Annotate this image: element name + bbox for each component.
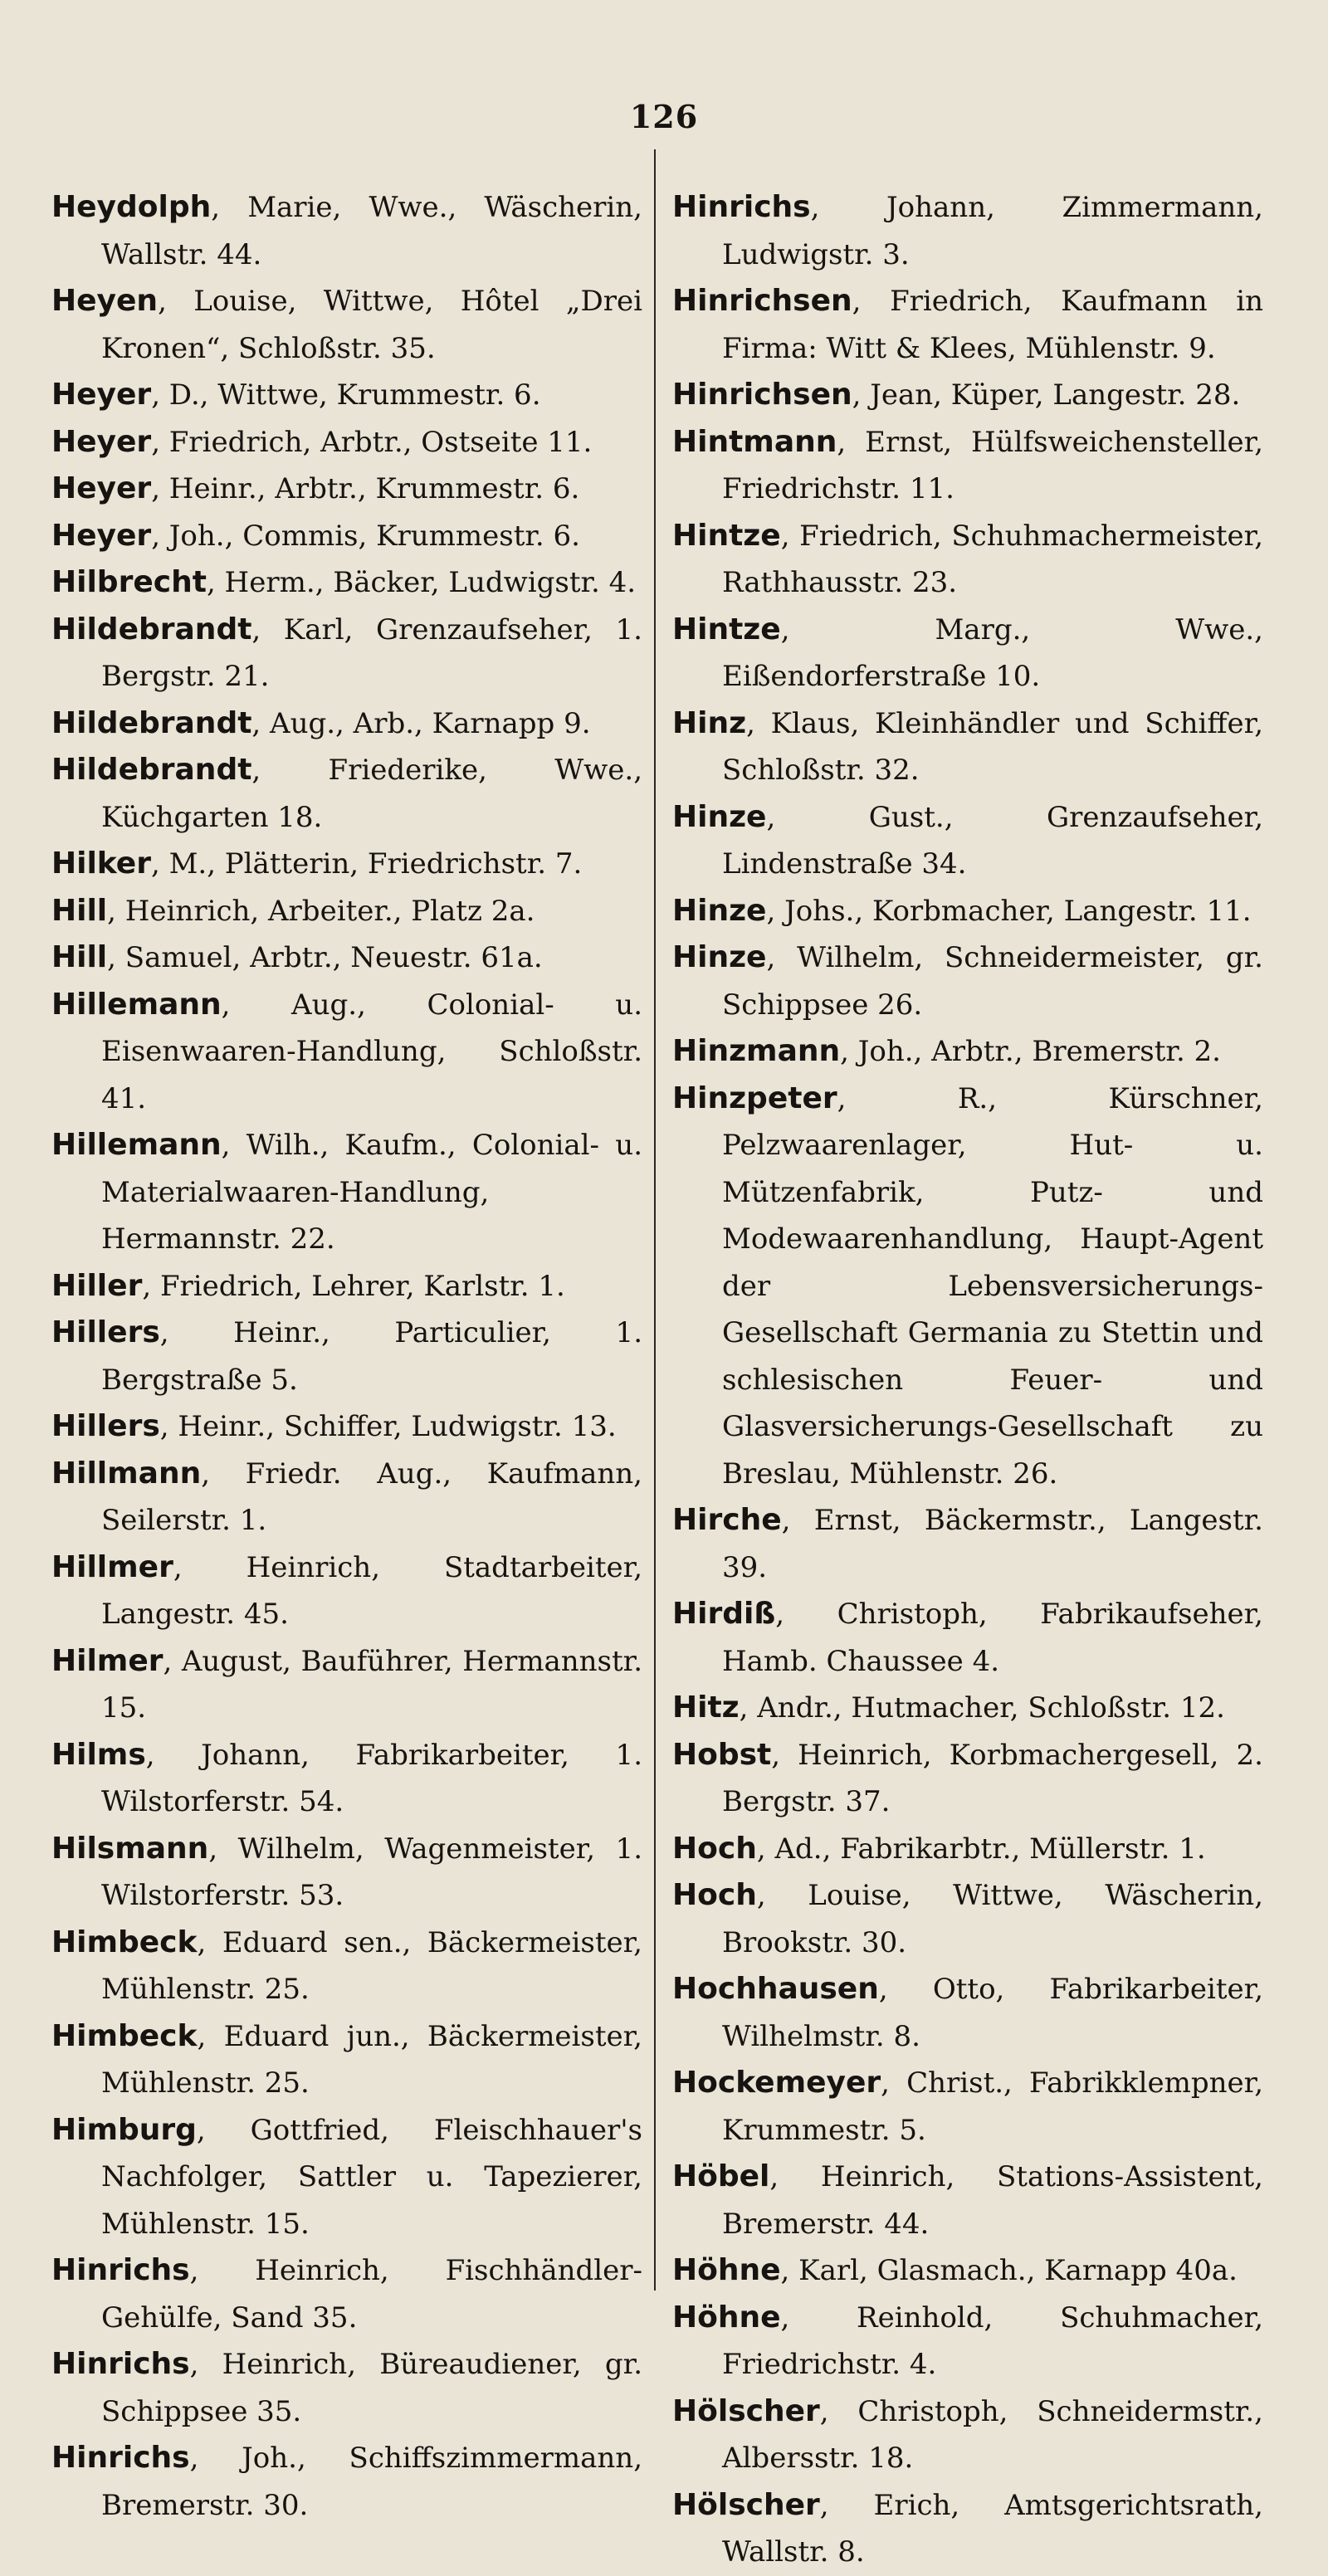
directory-entry — [672, 2482, 1263, 2576]
directory-entry — [51, 1638, 642, 1732]
entry-surname: Hirche — [672, 1503, 782, 1537]
entry-surname: Himbeck — [51, 1925, 198, 1959]
directory-entry — [672, 278, 1263, 372]
entry-surname: Hinrichsen — [672, 284, 852, 318]
directory-entry — [51, 1263, 642, 1310]
entry-surname: Hochhausen — [672, 1972, 879, 2006]
entry-details: , Heinrich, Arbeiter., Platz 2a. — [107, 894, 535, 928]
entry-details: , Marie, Wwe., Wäscherin, Wallstr. 44. — [101, 191, 642, 271]
entry-details: , Aug., Arb., Karnapp 9. — [251, 706, 591, 740]
entry-details: , Johann, Zimmermann, Ludwigstr. 3. — [722, 191, 1263, 271]
entry-surname: Hinze — [672, 940, 767, 974]
entry-surname: Hinrichs — [51, 2347, 190, 2381]
entry-surname: Hinrichs — [51, 2253, 190, 2287]
entry-surname: Hillemann — [51, 987, 222, 1022]
entry-surname: Hildebrandt — [51, 705, 252, 740]
entry-details: , Wilhelm, Wagenmeister, 1. Wilstorferstr. 53. — [101, 1832, 642, 1912]
directory-entry — [51, 278, 642, 372]
entry-details: , Friederike, Wwe., Küchgarten 18. — [101, 754, 642, 834]
entry-surname: Hintze — [672, 518, 781, 553]
entry-details: , Ernst, Hülfsweichensteller, Friedrichstr. 11. — [722, 425, 1263, 505]
entry-details: , Jean, Küper, Langestr. 28. — [852, 378, 1241, 412]
entry-surname: Hölscher — [672, 2487, 820, 2522]
entry-details: , Ad., Fabrikarbtr., Müllerstr. 1. — [756, 1832, 1206, 1866]
entry-details: , Karl, Glasmach., Karnapp 40a. — [780, 2254, 1238, 2287]
entry-surname: Hintze — [672, 612, 781, 646]
entry-details: , Friedr. Aug., Kaufmann, Seilerstr. 1. — [101, 1456, 642, 1537]
entry-surname: Hillmer — [51, 1549, 173, 1584]
entry-surname: Heyer — [51, 378, 152, 412]
directory-entry — [51, 1732, 642, 1826]
entry-details: , Heinrich, Stations-Assistent, Bremerstr. 44. — [722, 2160, 1263, 2241]
entry-details: , Johs., Korbmacher, Langestr. 11. — [766, 894, 1252, 928]
directory-entry — [51, 2247, 642, 2341]
entry-surname: Heyer — [51, 471, 152, 505]
entry-details: , Heinr., Arbtr., Krummestr. 6. — [151, 472, 580, 505]
entry-surname: Heyer — [51, 424, 152, 459]
entry-details: , Friedrich, Kaufmann in Firma: Witt & Klees, Mühlenstr. 9. — [722, 285, 1263, 365]
directory-entry — [51, 841, 642, 888]
entry-details: , Karl, Grenzaufseher, 1. Bergstr. 21. — [101, 612, 642, 693]
directory-entry — [672, 2295, 1263, 2388]
entry-surname: Hintmann — [672, 424, 837, 459]
entry-details: , Herm., Bäcker, Ludwigstr. 4. — [206, 566, 637, 599]
entry-details: , Heinrich, Korbmachergesell, 2. Bergstr. 37. — [722, 1738, 1263, 1818]
directory-entry — [51, 1920, 642, 2013]
entry-surname: Hildebrandt — [51, 612, 252, 646]
entry-details: , Gottfried, Fleischhauer's Nachfolger, Sattler u. Tapezierer, Mühlenstr. 15. — [101, 2113, 642, 2241]
entry-details: , Ernst, Bäckermstr., Langestr. 39. — [722, 1504, 1263, 1584]
entry-details: , August, Bauführer, Hermannstr. 15. — [101, 1644, 642, 1725]
entry-details: , Eduard jun., Bäckermeister, Mühlenstr. 25. — [101, 2019, 642, 2100]
entry-details: , Joh., Arbtr., Bremerstr. 2. — [840, 1035, 1221, 1068]
entry-surname: Hinzpeter — [672, 1081, 837, 1115]
directory-entry — [51, 2013, 642, 2107]
directory-entry — [51, 1544, 642, 1638]
entry-surname: Hiller — [51, 1268, 143, 1303]
directory-entry — [51, 372, 642, 419]
directory-entry — [51, 888, 642, 935]
directory-entry — [672, 700, 1263, 794]
directory-entry — [672, 2060, 1263, 2154]
entry-surname: Himbeck — [51, 2018, 198, 2053]
entry-surname: Hill — [51, 940, 108, 974]
entry-details: , Klaus, Kleinhändler und Schiffer, Schloßstr. 32. — [722, 706, 1263, 787]
entry-surname: Hilbrecht — [51, 565, 207, 599]
entry-details: , Friedrich, Lehrer, Karlstr. 1. — [142, 1269, 565, 1303]
directory-entry — [51, 2435, 642, 2529]
directory-entry — [51, 1310, 642, 1403]
directory-entry — [672, 1028, 1263, 1076]
entry-surname: Hillers — [51, 1315, 160, 1349]
entry-surname: Hilms — [51, 1737, 146, 1772]
entry-surname: Höbel — [672, 2159, 770, 2193]
directory-entry — [672, 1076, 1263, 1498]
entry-details: , Friedrich, Schuhmachermeister, Rathhausstr. 23. — [722, 519, 1263, 599]
entry-surname: Hill — [51, 893, 108, 928]
left-column — [51, 184, 642, 2529]
entry-details: , Heinr., Schiffer, Ludwigstr. 13. — [159, 1410, 617, 1443]
directory-entry — [51, 934, 642, 982]
directory-entry — [672, 513, 1263, 607]
right-column — [672, 184, 1263, 2576]
directory-entry — [51, 1826, 642, 1920]
entry-surname: Hilsmann — [51, 1831, 209, 1866]
column-divider — [654, 149, 656, 2291]
directory-entry — [51, 1122, 642, 1263]
directory-entry — [672, 2247, 1263, 2295]
entry-details: , Christoph, Fabrikaufseher, Hamb. Chaussee 4. — [722, 1598, 1263, 1678]
entry-surname: Höhne — [672, 2300, 781, 2334]
entry-details: , M., Plätterin, Friedrichstr. 7. — [150, 847, 583, 881]
directory-entry — [51, 1403, 642, 1451]
entry-surname: Heydolph — [51, 190, 212, 224]
directory-entry — [672, 184, 1263, 278]
directory-entry — [672, 888, 1263, 935]
directory-entry — [672, 1732, 1263, 1826]
entry-surname: Hillmann — [51, 1456, 202, 1490]
entry-details: , Marg., Wwe., Eißendorferstraße 10. — [722, 612, 1263, 693]
entry-surname: Hinze — [672, 893, 767, 928]
entry-surname: Himburg — [51, 2112, 197, 2147]
entry-surname: Hobst — [672, 1737, 772, 1772]
entry-surname: Hilmer — [51, 1643, 164, 1678]
entry-details: , Eduard sen., Bäckermeister, Mühlenstr. 25. — [101, 1925, 642, 2006]
entry-details: , Heinrich, Stadtarbeiter, Langestr. 45. — [101, 1550, 642, 1631]
entry-details: , Heinrich, Büreaudiener, gr. Schippsee 35. — [101, 2348, 642, 2428]
directory-entry — [51, 982, 642, 1123]
entry-surname: Hinrichs — [51, 2441, 190, 2475]
directory-entry — [672, 1872, 1263, 1966]
entry-details: , Gust., Grenzaufseher, Lindenstraße 34. — [722, 800, 1263, 881]
entry-surname: Hillemann — [51, 1128, 222, 1162]
entry-details: , Otto, Fabrikarbeiter, Wilhelmstr. 8. — [722, 1973, 1263, 2053]
entry-surname: Heyer — [51, 518, 152, 553]
entry-details: , Christ., Fabrikklempner, Krummestr. 5. — [722, 2066, 1263, 2147]
entry-details: , Wilhelm, Schneidermeister, gr. Schippsee 26. — [722, 941, 1263, 1022]
entry-surname: Hildebrandt — [51, 753, 252, 787]
entry-surname: Heyen — [51, 284, 159, 318]
entry-details: , Joh., Commis, Krummestr. 6. — [151, 519, 580, 553]
entry-details: , Wilh., Kaufm., Colonial- u. Materialwaaren-Handlung, Hermannstr. 22. — [101, 1129, 642, 1256]
entry-surname: Hinze — [672, 799, 767, 834]
directory-entry — [51, 607, 642, 700]
entry-surname: Hilker — [51, 846, 151, 881]
directory-entry — [51, 2107, 642, 2248]
entry-details: , Andr., Hutmacher, Schloßstr. 12. — [739, 1691, 1225, 1725]
entry-details: , Heinrich, Fischhändler-Gehülfe, Sand 35. — [101, 2254, 642, 2334]
directory-entry — [672, 934, 1263, 1028]
directory-entry — [672, 2388, 1263, 2482]
entry-surname: Hoch — [672, 1878, 757, 1912]
directory-entry — [672, 1591, 1263, 1685]
directory-entry — [51, 1451, 642, 1544]
entry-details: , Aug., Colonial- u. Eisenwaaren-Handlung, Schloßstr. 41. — [101, 988, 642, 1115]
entry-surname: Hinrichs — [672, 190, 811, 224]
page-number: 126 — [629, 98, 699, 135]
directory-entry — [51, 419, 642, 466]
directory-entry — [672, 1497, 1263, 1591]
directory-entry — [672, 1966, 1263, 2060]
entry-surname: Hinz — [672, 705, 747, 740]
entry-details: , Louise, Wittwe, Hôtel „Drei Kronen“, Schloßstr. 35. — [101, 285, 642, 365]
directory-entry — [672, 372, 1263, 419]
directory-entry — [51, 559, 642, 607]
entry-details: , Friedrich, Arbtr., Ostseite 11. — [151, 425, 593, 459]
entry-surname: Hirdiß — [672, 1597, 776, 1631]
entry-surname: Hinrichsen — [672, 378, 852, 412]
entry-details: , Samuel, Arbtr., Neuestr. 61a. — [107, 941, 543, 974]
entry-details: , Joh., Schiffszimmermann, Bremerstr. 30. — [101, 2442, 642, 2522]
entry-surname: Hölscher — [672, 2393, 820, 2428]
directory-entry — [51, 2341, 642, 2435]
directory-entry — [672, 1826, 1263, 1873]
entry-details: , Reinhold, Schuhmacher, Friedrichstr. 4. — [722, 2300, 1263, 2381]
entry-details: , R., Kürschner, Pelzwaarenlager, Hut- u. Mützenfabrik, Putz- und Modewaarenhandlung, Haupt-Agent der Lebensversicherungs-Gesellschaft Germania zu Stettin und schlesischen Feuer- und Glasversicherungs-Gesellschaft zu Breslau, Mühlenstr. 26. — [722, 1081, 1263, 1490]
directory-entry — [672, 2154, 1263, 2247]
entry-details: , Heinr., Particulier, 1. Bergstraße 5. — [101, 1316, 642, 1397]
directory-entry — [51, 700, 642, 748]
entry-surname: Hillers — [51, 1409, 160, 1443]
entry-details: , Erich, Amtsgerichtsrath, Wallstr. 8. — [722, 2488, 1263, 2569]
entry-surname: Hinzmann — [672, 1034, 841, 1068]
directory-entry — [672, 794, 1263, 888]
directory-entry — [672, 1685, 1263, 1732]
entry-details: , Johann, Fabrikarbeiter, 1. Wilstorferstr. 54. — [101, 1738, 642, 1818]
directory-entry — [672, 419, 1263, 513]
directory-entry — [51, 466, 642, 513]
entry-surname: Hoch — [672, 1831, 757, 1866]
entry-details: , Christoph, Schneidermstr., Albersstr. 18. — [722, 2394, 1263, 2475]
directory-entry — [672, 607, 1263, 700]
entry-details: , Louise, Wittwe, Wäscherin, Brookstr. 30. — [722, 1879, 1263, 1959]
directory-entry — [51, 513, 642, 560]
directory-entry — [51, 747, 642, 841]
entry-surname: Hitz — [672, 1690, 740, 1725]
entry-surname: Höhne — [672, 2253, 781, 2287]
directory-entry — [51, 184, 642, 278]
entry-surname: Hockemeyer — [672, 2066, 881, 2100]
entry-details: , D., Wittwe, Krummestr. 6. — [151, 378, 541, 412]
